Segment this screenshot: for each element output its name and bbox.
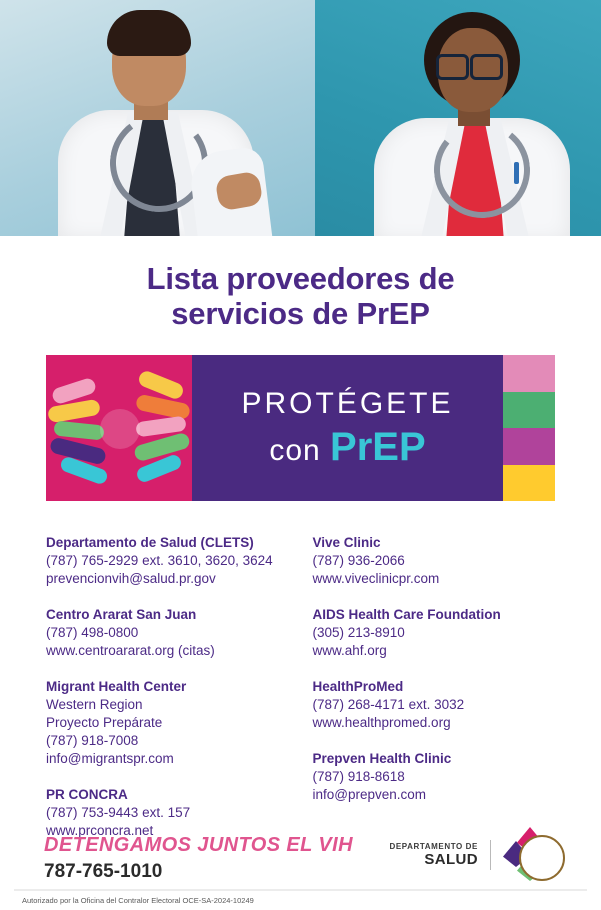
legal-disclaimer: Autorizado por la Oficina del Contralor Electoral OCE-SA-2024-10249 [22, 896, 254, 905]
provider-detail: Western Region [46, 696, 143, 712]
provider-detail[interactable]: www.ahf.org [312, 643, 387, 659]
stripe-4 [503, 465, 555, 502]
provider-name: Vive Clinic [312, 535, 381, 551]
divider [490, 840, 491, 870]
provider-name: Prepven Health Clinic [312, 750, 452, 766]
provider-name: Centro Ararat San Juan [46, 607, 197, 623]
government-seal-icon [519, 835, 565, 881]
banner-line2-prefix: con [269, 433, 321, 467]
agency-line1: DEPARTAMENTO DE [389, 841, 478, 851]
list-item [313, 751, 562, 804]
list-item [46, 535, 295, 588]
provider-name: HealthProMed [312, 679, 404, 694]
health-department-logo-icon [503, 827, 559, 883]
provider-column-left [46, 535, 295, 858]
hotline-phone[interactable]: 787-765-1010 [44, 861, 163, 882]
stripe-1 [503, 355, 555, 392]
provider-detail: Proyecto Prepárate [46, 714, 163, 730]
stripe-2 [503, 392, 555, 429]
banner-line2-emphasis: PrEP [330, 424, 426, 469]
page-footer [0, 827, 601, 910]
banner-text [192, 355, 503, 501]
provider-name: PR CONCRA [46, 786, 128, 802]
provider-name: Migrant Health Center [46, 679, 187, 694]
hero-banner [0, 0, 601, 236]
eyeglasses-right-lens-icon [470, 54, 503, 80]
provider-detail: (787) 753-9443 ext. 157 [46, 804, 191, 820]
provider-detail[interactable]: info@migrantspr.com [46, 750, 174, 766]
campaign-slogan: DETENGAMOS JUNTOS EL VIH [44, 834, 353, 856]
provider-name: AIDS Health Care Foundation [312, 607, 501, 623]
provider-detail[interactable]: www.centroararat.org (citas) [46, 643, 215, 659]
provider-detail[interactable]: info@prepven.com [312, 786, 427, 802]
agency-line2: SALUD [424, 850, 478, 868]
provider-detail: (305) 213-8910 [312, 625, 405, 641]
page-title [0, 236, 601, 331]
provider-detail[interactable]: www.healthpromed.org [312, 714, 451, 730]
provider-detail[interactable]: prevencionvih@salud.pr.gov [46, 571, 216, 587]
hero-photo-right [315, 0, 601, 236]
joined-hands-illustration [46, 355, 192, 501]
provider-column-right [313, 535, 562, 858]
provider-detail: (787) 498-0800 [46, 625, 139, 641]
provider-detail[interactable]: www.viveclinicpr.com [312, 571, 440, 587]
list-item [313, 679, 562, 732]
page-title-line1: Lista proveedores de [146, 261, 455, 296]
hero-photo-left [0, 0, 315, 236]
campaign-slogan-block [44, 834, 353, 883]
list-item [46, 607, 295, 660]
list-item [46, 679, 295, 768]
pen-icon [514, 162, 519, 184]
prep-campaign-banner [46, 355, 555, 501]
hair [107, 10, 191, 56]
banner-color-stripes [503, 355, 555, 501]
list-item [313, 535, 562, 588]
eyeglasses-left-lens-icon [436, 54, 469, 80]
provider-detail[interactable]: www.prconcra.net [46, 822, 154, 838]
banner-line1: PROTÉGETE [241, 386, 454, 420]
stripe-3 [503, 428, 555, 465]
provider-detail: (787) 918-7008 [46, 732, 139, 748]
provider-detail: (787) 268-4171 ext. 3032 [312, 696, 465, 712]
provider-detail: (787) 936-2066 [312, 553, 405, 569]
provider-detail: (787) 918-8618 [312, 768, 405, 784]
page-title-line2: servicios de PrEP [171, 295, 430, 331]
female-doctor-figure [372, 12, 577, 236]
agency-branding [389, 827, 581, 883]
provider-detail: (787) 765-2929 ext. 3610, 3620, 3624 [46, 553, 273, 569]
list-item [313, 607, 562, 660]
provider-name: Departamento de Salud (CLETS) [46, 535, 254, 551]
divider [14, 889, 587, 891]
provider-list [0, 501, 601, 858]
male-doctor-figure [52, 10, 267, 236]
